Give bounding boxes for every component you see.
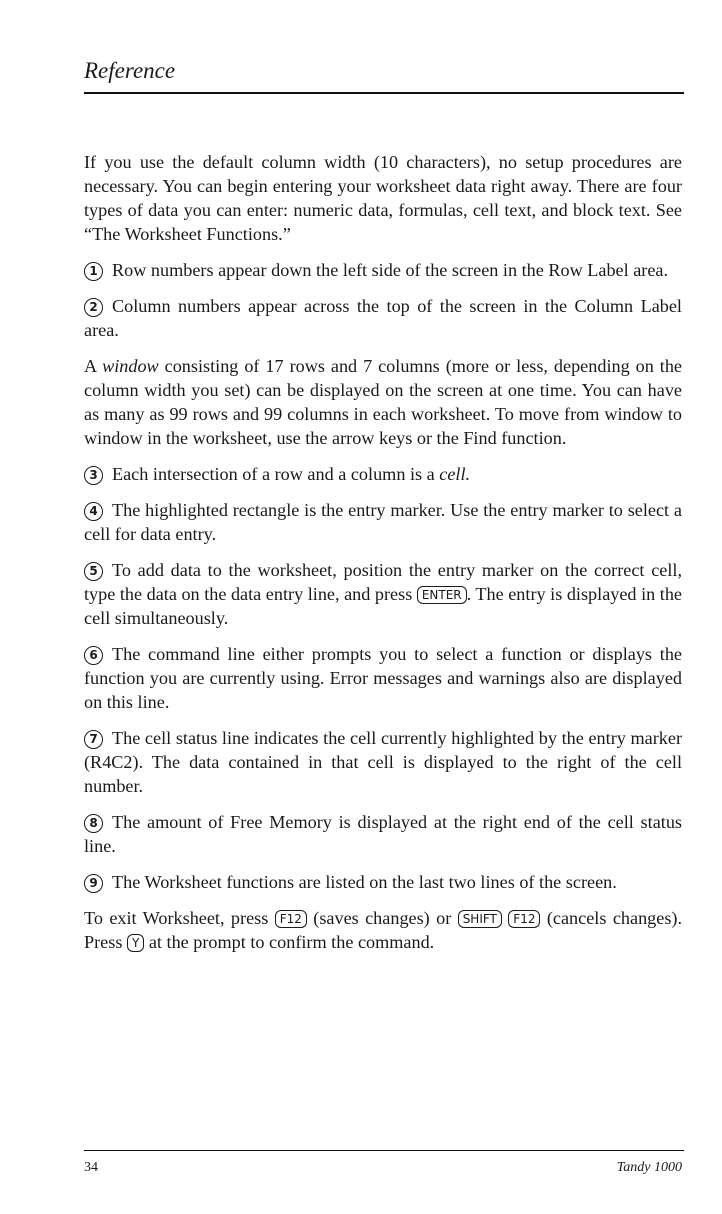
page-header-title: Reference [84,58,176,83]
text: A [84,356,103,376]
f12-key-icon: F12 [508,910,540,928]
callout-text: The highlighted rectangle is the entry marker. Use the entry marker to select a cell for data entry. [84,500,682,544]
text: consisting of 17 rows and 7 columns (more or less, depending on the column width you set) can be displayed on the screen at one time. You can have as many as 99 rows and 99 columns in each worksheet. To move from window to window in the worksheet, use the arrow keys or the Find function. [84,356,682,448]
callout-number-9-icon: 9 [84,874,103,893]
callout-3 [84,462,682,486]
footer-page-number: 34 [84,1160,98,1175]
callout-4 [84,498,682,546]
callout-number-7-icon: 7 [84,730,103,749]
callout-8 [84,810,682,858]
f12-key-icon: F12 [275,910,307,928]
shift-key-icon: SHIFT [458,910,502,928]
emphasis-cell: cell. [439,464,471,484]
callout-text: The amount of Free Memory is displayed at the right end of the cell status line. [84,812,682,856]
callout-text: The cell status line indicates the cell currently highlighted by the entry marker (R4C2). The data contained in that cell is displayed to the right of the cell number. [84,728,682,796]
callout-text: The Worksheet functions are listed on the last two lines of the screen. [112,872,617,892]
exit-paragraph [84,906,682,954]
text: at the prompt to confirm the command. [144,932,435,952]
footer-rule [84,1150,684,1151]
page-content [84,150,682,966]
window-paragraph [84,354,682,450]
callout-text: . The entry is displayed in the cell simultaneously. [84,584,682,628]
y-key-icon: Y [127,934,144,952]
callout-7 [84,726,682,798]
callout-text: Column numbers appear across the top of the screen in the Column Label area. [84,296,682,340]
callout-1 [84,258,682,282]
callout-6 [84,642,682,714]
text: (saves changes) or [306,908,458,928]
footer-book-title: Tandy 1000 [616,1160,682,1175]
header-rule [84,92,684,94]
text: To exit Worksheet, press [84,908,275,928]
callout-text: Row numbers appear down the left side of the screen in the Row Label area. [112,260,669,280]
callout-number-1-icon: 1 [84,262,103,281]
callout-text: Each intersection of a row and a column is a [112,464,440,484]
callout-number-2-icon: 2 [84,298,103,317]
callout-number-5-icon: 5 [84,562,103,581]
callout-number-6-icon: 6 [84,646,103,665]
text: (cancels changes). Press [84,908,683,952]
callout-text: To add data to the worksheet, position the entry marker on the correct cell, type the data on the data entry line, and press [84,560,682,604]
callout-number-3-icon: 3 [84,466,103,485]
callout-number-8-icon: 8 [84,814,103,833]
emphasis-window: window [102,356,159,376]
enter-key-icon: ENTER [417,586,467,604]
callout-number-4-icon: 4 [84,502,103,521]
callout-9 [84,870,682,894]
intro-paragraph: If you use the default column width (10 characters), no setup procedures are necessary. You can begin entering your worksheet data right away. There are four types of data you can enter: numeric data, formulas, cell text, and block text. See “The Worksheet Functions.” [84,152,682,244]
callout-text: The command line either prompts you to select a function or displays the function you are currently using. Error messages and warnings also are displayed on this line. [84,644,682,712]
callout-5 [84,558,682,630]
callout-2 [84,294,682,342]
